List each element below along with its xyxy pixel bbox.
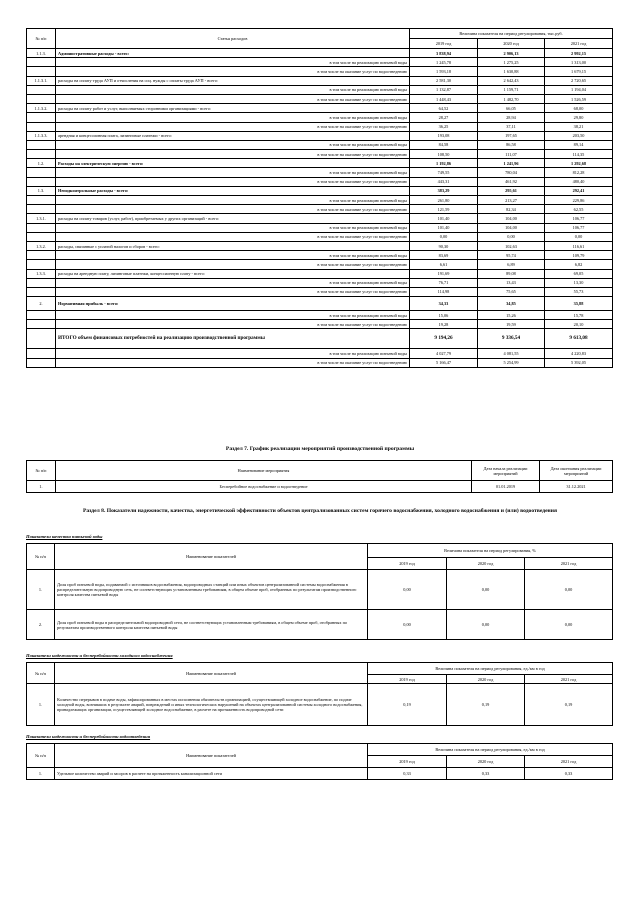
row-number bbox=[27, 251, 56, 260]
row-value: 76,71 bbox=[410, 278, 478, 287]
row-value: 29,80 bbox=[545, 113, 613, 122]
row-value: 55,73 bbox=[545, 287, 613, 296]
table-row bbox=[27, 684, 613, 726]
row-value: 104,00 bbox=[478, 214, 545, 223]
row-number bbox=[27, 168, 56, 177]
row-value: 114,35 bbox=[545, 150, 613, 159]
row-number bbox=[27, 85, 56, 94]
row-label: в том числе на реализацию питьевой воды bbox=[56, 58, 410, 67]
row-value: 780,04 bbox=[478, 168, 545, 177]
reliability-sewer-header-2020: 2020 год bbox=[447, 756, 525, 768]
row-number bbox=[27, 196, 56, 205]
reliability-sewer-header-name: Наименование показателей bbox=[55, 744, 368, 768]
row-value: 1 194,04 bbox=[545, 85, 613, 94]
quality-row-value: 0,00 bbox=[525, 570, 613, 610]
row-value: 13,30 bbox=[545, 278, 613, 287]
row-value: 1 593,18 bbox=[410, 67, 478, 76]
row-number bbox=[27, 358, 56, 367]
row-number bbox=[27, 260, 56, 269]
row-value: 34,33 bbox=[410, 297, 478, 311]
row-value: 62,55 bbox=[545, 205, 613, 214]
row-value: 101,40 bbox=[410, 214, 478, 223]
reliability-sewer-header-2019: 2019 год bbox=[368, 756, 447, 768]
quality-header-2021: 2021 год bbox=[525, 558, 613, 570]
table-row bbox=[27, 140, 613, 149]
quality-row-value: 0,00 bbox=[368, 610, 447, 640]
row-number: 2. bbox=[27, 297, 56, 311]
quality-row-name: Доля проб питьевой воды, подаваемой с источников водоснабжения, водопроводных станций или иных объектов централизованной системы водоснабжения в распределительную водопроводную сеть, не соответствующих установленным требованиям, в общем объеме проб, отобранных по результатам производственного контроля качества питьевой воды bbox=[55, 570, 368, 610]
row-number: 1.1.3.2. bbox=[27, 104, 56, 113]
reliability-water-header-values: Величина показателя на период регулирования, ед./км в год bbox=[368, 663, 613, 675]
reliability-water-row-name: Количество перерывов в подаче воды, зафиксированных в местах исполнения обязательств организацией, осуществляющей холодное водоснабжение, по подаче холодной воды, возникших в результате аварий, повреждений и иных технологических нарушений на объектах централизованной системы холодного водоснабжения, принадлежащих организации, осуществляющей холодное водоснабжение, в расчете на протяженность водопроводной сети bbox=[55, 684, 368, 726]
row-value: 89,14 bbox=[545, 140, 613, 149]
row-value: 37,11 bbox=[478, 122, 545, 131]
row-value: 1 482,70 bbox=[478, 94, 545, 103]
row-value: 34,85 bbox=[478, 297, 545, 311]
table-row bbox=[27, 150, 613, 159]
row-number bbox=[27, 287, 56, 296]
table-row bbox=[27, 297, 613, 311]
table-row bbox=[27, 278, 613, 287]
row-number bbox=[27, 311, 56, 320]
table-row bbox=[27, 232, 613, 241]
table-row bbox=[27, 214, 613, 223]
row-value: 1 159,71 bbox=[478, 85, 545, 94]
table-row bbox=[27, 320, 613, 329]
row-label: в том числе на оказание услуг по водоотведению bbox=[56, 232, 410, 241]
table-row bbox=[27, 358, 613, 367]
row-value: 95,74 bbox=[478, 251, 545, 260]
schedule-header-name: Наименование мероприятия bbox=[56, 461, 472, 481]
row-value: 15,78 bbox=[545, 311, 613, 320]
row-value: 102,63 bbox=[478, 241, 545, 250]
schedule-row-start: 01.01.2019 bbox=[472, 481, 540, 493]
quality-row-value: 0,00 bbox=[447, 570, 525, 610]
row-number bbox=[27, 349, 56, 358]
row-value: 383,29 bbox=[410, 186, 478, 195]
reliability-sewer-subtitle: Показатели надежности и бесперебойности водоотведения bbox=[26, 734, 151, 739]
table-row bbox=[27, 177, 613, 186]
row-label: в том числе на оказание услуг по водоотведению bbox=[56, 150, 410, 159]
row-value: 197,65 bbox=[478, 131, 545, 140]
row-number bbox=[27, 94, 56, 103]
table-row bbox=[27, 113, 613, 122]
col-header-year-2020: 2020 год bbox=[478, 39, 545, 49]
quality-header-2020: 2020 год bbox=[447, 558, 525, 570]
row-value: 121,59 bbox=[410, 205, 478, 214]
quality-header-no: № п/п bbox=[27, 544, 55, 570]
row-value: 19,28 bbox=[410, 320, 478, 329]
row-label: в том числе на оказание услуг по водоотведению bbox=[56, 287, 410, 296]
reliability-sewer-row-value: 0,33 bbox=[447, 768, 525, 780]
row-number bbox=[27, 177, 56, 186]
schedule-row-no: 1. bbox=[27, 481, 56, 493]
reliability-sewer-table bbox=[26, 743, 613, 780]
row-number: 1.2. bbox=[27, 159, 56, 168]
row-number bbox=[27, 150, 56, 159]
row-value: 1 241,96 bbox=[478, 159, 545, 168]
row-number bbox=[27, 223, 56, 232]
row-value: 6,61 bbox=[410, 260, 478, 269]
row-number bbox=[27, 58, 56, 67]
row-value: 9 613,08 bbox=[545, 329, 613, 349]
table-row bbox=[27, 76, 613, 85]
row-number: 1.3.3. bbox=[27, 269, 56, 278]
row-label: арендная и концессионная плата, лизинговые платежи - всего: bbox=[56, 131, 410, 140]
row-value: 9 194,26 bbox=[410, 329, 478, 349]
row-label: в том числе на оказание услуг по водоотведению bbox=[56, 122, 410, 131]
table-row bbox=[27, 260, 613, 269]
row-value: 5 166,47 bbox=[410, 358, 478, 367]
quality-row-no: 2. bbox=[27, 610, 55, 640]
row-value: 90,30 bbox=[410, 241, 478, 250]
quality-row-value: 0,00 bbox=[447, 610, 525, 640]
row-value: 1 292,68 bbox=[545, 159, 613, 168]
row-label: расходы, связанные с уплатой налогов и сборов - всего: bbox=[56, 241, 410, 250]
col-header-article: Статья расходов bbox=[56, 29, 410, 49]
row-value: 2 581,30 bbox=[410, 76, 478, 85]
col-header-no: № п/п bbox=[27, 29, 56, 49]
quality-header-2019: 2019 год bbox=[368, 558, 447, 570]
row-number bbox=[27, 140, 56, 149]
reliability-water-table bbox=[26, 662, 613, 726]
table-row bbox=[27, 205, 613, 214]
row-label: в том числе на реализацию питьевой воды bbox=[56, 140, 410, 149]
table-row bbox=[27, 287, 613, 296]
row-number: 1.1.3. bbox=[27, 49, 56, 58]
financial-needs-table bbox=[26, 28, 613, 368]
quality-header-values: Величина показателя на период регулирования, % bbox=[368, 544, 613, 558]
row-value: 104,00 bbox=[478, 223, 545, 232]
row-value: 6,82 bbox=[545, 260, 613, 269]
row-label: в том числе на реализацию питьевой воды bbox=[56, 311, 410, 320]
row-value: 2 720,65 bbox=[545, 76, 613, 85]
row-value: 69,05 bbox=[545, 269, 613, 278]
schedule-row-end: 31.12.2021 bbox=[540, 481, 613, 493]
row-value: 19,59 bbox=[478, 320, 545, 329]
row-value: 480,40 bbox=[545, 177, 613, 186]
reliability-water-row-value: 0,19 bbox=[368, 684, 447, 726]
row-number bbox=[27, 113, 56, 122]
row-value: 1 679,15 bbox=[545, 67, 613, 76]
row-value: 443,31 bbox=[410, 177, 478, 186]
row-value: 35,88 bbox=[545, 297, 613, 311]
row-value: 295,61 bbox=[478, 186, 545, 195]
reliability-water-header-2019: 2019 год bbox=[368, 675, 447, 684]
row-label: Расходы на электрическую энергию - всего: bbox=[56, 159, 410, 168]
row-value: 64,52 bbox=[410, 104, 478, 113]
table-row bbox=[27, 768, 613, 780]
row-value: 1 245,78 bbox=[410, 58, 478, 67]
section7-title: Раздел 7. График реализации мероприятий производственной программы bbox=[225, 446, 415, 452]
reliability-water-subtitle: Показатели надежности и бесперебойности холодного водоснабжения bbox=[26, 653, 173, 658]
row-value: 28,27 bbox=[410, 113, 478, 122]
row-value: 108,50 bbox=[410, 150, 478, 159]
table-row bbox=[27, 159, 613, 168]
row-label: расходы на оплату товаров (услуг, работ), приобретаемых у других организаций - всего: bbox=[56, 214, 410, 223]
table-row bbox=[27, 104, 613, 113]
reliability-water-row-value: 0,19 bbox=[447, 684, 525, 726]
col-header-year-2019: 2019 год bbox=[410, 39, 478, 49]
row-value: 5 392,05 bbox=[545, 358, 613, 367]
row-value: 1 448,43 bbox=[410, 94, 478, 103]
row-number: 1.3.2. bbox=[27, 241, 56, 250]
quality-row-value: 0,00 bbox=[368, 570, 447, 610]
row-value: 101,40 bbox=[410, 223, 478, 232]
reliability-water-row-no: 1. bbox=[27, 684, 55, 726]
schedule-row-name: Бесперебойное водоснабжение и водоотведение bbox=[56, 481, 472, 493]
row-value: 213,27 bbox=[478, 196, 545, 205]
row-value: 1 526,59 bbox=[545, 94, 613, 103]
row-number bbox=[27, 320, 56, 329]
row-label: в том числе на оказание услуг по водоотведению bbox=[56, 260, 410, 269]
quality-row-name: Доля проб питьевой воды в распределительной водопроводной сети, не соответствующих установленным требованиям, в общем объеме проб, отобранных по результатам производственного контроля качества питьевой воды bbox=[55, 610, 368, 640]
row-value: 1 313,00 bbox=[545, 58, 613, 67]
row-value: 749,55 bbox=[410, 168, 478, 177]
row-label: в том числе на реализацию питьевой воды bbox=[56, 223, 410, 232]
table-row bbox=[27, 186, 613, 195]
row-value: 68,00 bbox=[545, 104, 613, 113]
section8-title: Раздел 8. Показатели надежности, качества, энергетической эффективности объектов централизованных систем горячего водоснабжения, холодного водоснабжения и (или) водоотведения bbox=[82, 508, 558, 514]
col-header-values: Величина показателя на период регулирования, тыс.руб. bbox=[410, 29, 613, 39]
quality-row-no: 1. bbox=[27, 570, 55, 610]
row-number bbox=[27, 278, 56, 287]
row-label: в том числе на оказание услуг по водоотведению bbox=[56, 67, 410, 76]
table-row bbox=[27, 269, 613, 278]
row-label: в том числе на реализацию питьевой воды bbox=[56, 85, 410, 94]
row-value: 116,61 bbox=[545, 241, 613, 250]
row-value: 4 081,55 bbox=[478, 349, 545, 358]
row-value: 191,69 bbox=[410, 269, 478, 278]
table-row bbox=[27, 94, 613, 103]
reliability-water-header-2020: 2020 год bbox=[447, 675, 525, 684]
row-value: 109,79 bbox=[545, 251, 613, 260]
row-value: 4 220,83 bbox=[545, 349, 613, 358]
row-value: 5 254,99 bbox=[478, 358, 545, 367]
row-value: 0,00 bbox=[410, 232, 478, 241]
schedule-table bbox=[26, 460, 613, 493]
table-row bbox=[27, 329, 613, 349]
row-value: 2 992,15 bbox=[545, 49, 613, 58]
row-label: ИТОГО объем финансовых потребностей на реализацию производственной программы bbox=[56, 329, 410, 349]
row-number bbox=[27, 122, 56, 131]
row-value: 229,86 bbox=[545, 196, 613, 205]
row-value: 193,08 bbox=[410, 131, 478, 140]
row-number bbox=[27, 232, 56, 241]
table-row bbox=[27, 311, 613, 320]
row-value: 82,34 bbox=[478, 205, 545, 214]
row-value: 1 192,86 bbox=[410, 159, 478, 168]
reliability-water-header-no: № п/п bbox=[27, 663, 55, 684]
row-label: в том числе на реализацию питьевой воды bbox=[56, 196, 410, 205]
schedule-header-start: Дата начала реализации мероприятий bbox=[472, 461, 540, 481]
row-label: в том числе на оказание услуг по водоотведению bbox=[56, 358, 410, 367]
quality-table bbox=[26, 543, 613, 640]
row-label: в том числе на оказание услуг по водоотведению bbox=[56, 205, 410, 214]
reliability-sewer-row-value: 0,33 bbox=[525, 768, 613, 780]
table-row bbox=[27, 168, 613, 177]
reliability-sewer-header-2021: 2021 год bbox=[525, 756, 613, 768]
reliability-water-row-value: 0,19 bbox=[525, 684, 613, 726]
row-value: 261,80 bbox=[410, 196, 478, 205]
row-value: 0,00 bbox=[545, 232, 613, 241]
table-row bbox=[27, 131, 613, 140]
col-header-year-2021: 2021 год bbox=[545, 39, 613, 49]
reliability-sewer-row-value: 0,33 bbox=[368, 768, 447, 780]
row-value: 2 906,13 bbox=[478, 49, 545, 58]
row-value: 1 275,25 bbox=[478, 58, 545, 67]
table-row bbox=[27, 610, 613, 640]
row-value: 66,05 bbox=[478, 104, 545, 113]
row-label: Нормативная прибыль - всего: bbox=[56, 297, 410, 311]
row-value: 1 132,87 bbox=[410, 85, 478, 94]
row-number: 1.3.1. bbox=[27, 214, 56, 223]
row-value: 4 027,79 bbox=[410, 349, 478, 358]
row-label: Административные расходы - всего: bbox=[56, 49, 410, 58]
row-label: расходы на оплату труда АУП и отчисления на соц. нужды с оплаты труда АУП - всего: bbox=[56, 76, 410, 85]
schedule-header-end: Дата окончания реализации мероприятий bbox=[540, 461, 613, 481]
reliability-sewer-header-no: № п/п bbox=[27, 744, 55, 768]
row-number bbox=[27, 205, 56, 214]
table-row bbox=[27, 223, 613, 232]
row-value: 114,98 bbox=[410, 287, 478, 296]
row-number bbox=[27, 329, 56, 349]
row-value: 15,06 bbox=[410, 311, 478, 320]
row-label: в том числе на реализацию питьевой воды bbox=[56, 251, 410, 260]
row-label: в том числе на оказание услуг по водоотведению bbox=[56, 177, 410, 186]
table-row bbox=[27, 570, 613, 610]
row-value: 203,50 bbox=[545, 131, 613, 140]
row-label: расходы на оплату работ и услуг, выполняемых сторонними организациями - всего: bbox=[56, 104, 410, 113]
row-label: расходы на арендную плату, лизинговые платежи, концессионную плату - всего: bbox=[56, 269, 410, 278]
row-label: в том числе на оказание услуг по водоотведению bbox=[56, 320, 410, 329]
row-value: 28,94 bbox=[478, 113, 545, 122]
row-value: 106,77 bbox=[545, 223, 613, 232]
row-value: 75,65 bbox=[478, 287, 545, 296]
row-label: в том числе на реализацию питьевой воды bbox=[56, 168, 410, 177]
table-row bbox=[27, 58, 613, 67]
row-value: 111,07 bbox=[478, 150, 545, 159]
row-value: 292,41 bbox=[545, 186, 613, 195]
quality-subtitle: Показатели качества питьевой воды bbox=[26, 534, 103, 539]
row-number: 1.3. bbox=[27, 186, 56, 195]
row-label: в том числе на реализацию питьевой воды bbox=[56, 349, 410, 358]
row-value: 461,92 bbox=[478, 177, 545, 186]
row-value: 15,26 bbox=[478, 311, 545, 320]
row-label: в том числе на реализацию питьевой воды bbox=[56, 113, 410, 122]
row-value: 83,69 bbox=[410, 251, 478, 260]
table-row bbox=[27, 196, 613, 205]
table-row bbox=[27, 251, 613, 260]
reliability-sewer-header-values: Величина показателя на период регулирования, ед./км в год bbox=[368, 744, 613, 756]
schedule-header-no: № п/п bbox=[27, 461, 56, 481]
table-row bbox=[27, 241, 613, 250]
quality-row-value: 0,00 bbox=[525, 610, 613, 640]
quality-header-name: Наименование показателей bbox=[55, 544, 368, 570]
row-value: 84,58 bbox=[410, 140, 478, 149]
reliability-sewer-row-no: 1. bbox=[27, 768, 55, 780]
row-label: в том числе на реализацию питьевой воды bbox=[56, 278, 410, 287]
row-value: 20,10 bbox=[545, 320, 613, 329]
row-value: 6,89 bbox=[478, 260, 545, 269]
row-value: 9 336,54 bbox=[478, 329, 545, 349]
reliability-sewer-row-name: Удельное количество аварий и засоров в расчете на протяженность канализационной сети bbox=[55, 768, 368, 780]
row-value: 89,08 bbox=[478, 269, 545, 278]
table-row bbox=[27, 67, 613, 76]
reliability-water-header-name: Наименование показателей bbox=[55, 663, 368, 684]
row-value: 2 642,43 bbox=[478, 76, 545, 85]
row-value: 1 630,88 bbox=[478, 67, 545, 76]
row-value: 36,25 bbox=[410, 122, 478, 131]
row-number: 1.1.3.1. bbox=[27, 76, 56, 85]
table-row bbox=[27, 122, 613, 131]
table-row bbox=[27, 49, 613, 58]
table-row bbox=[27, 349, 613, 358]
reliability-water-header-2021: 2021 год bbox=[525, 675, 613, 684]
row-value: 13,43 bbox=[478, 278, 545, 287]
row-label: в том числе на оказание услуг по водоотведению bbox=[56, 94, 410, 103]
row-value: 812,28 bbox=[545, 168, 613, 177]
row-label: Неподконтрольные расходы - всего: bbox=[56, 186, 410, 195]
row-value: 86,58 bbox=[478, 140, 545, 149]
row-value: 0,00 bbox=[478, 232, 545, 241]
row-number bbox=[27, 67, 56, 76]
row-value: 106,77 bbox=[545, 214, 613, 223]
table-row bbox=[27, 85, 613, 94]
row-value: 3 838,94 bbox=[410, 49, 478, 58]
row-value: 38,21 bbox=[545, 122, 613, 131]
row-number: 1.1.3.3. bbox=[27, 131, 56, 140]
